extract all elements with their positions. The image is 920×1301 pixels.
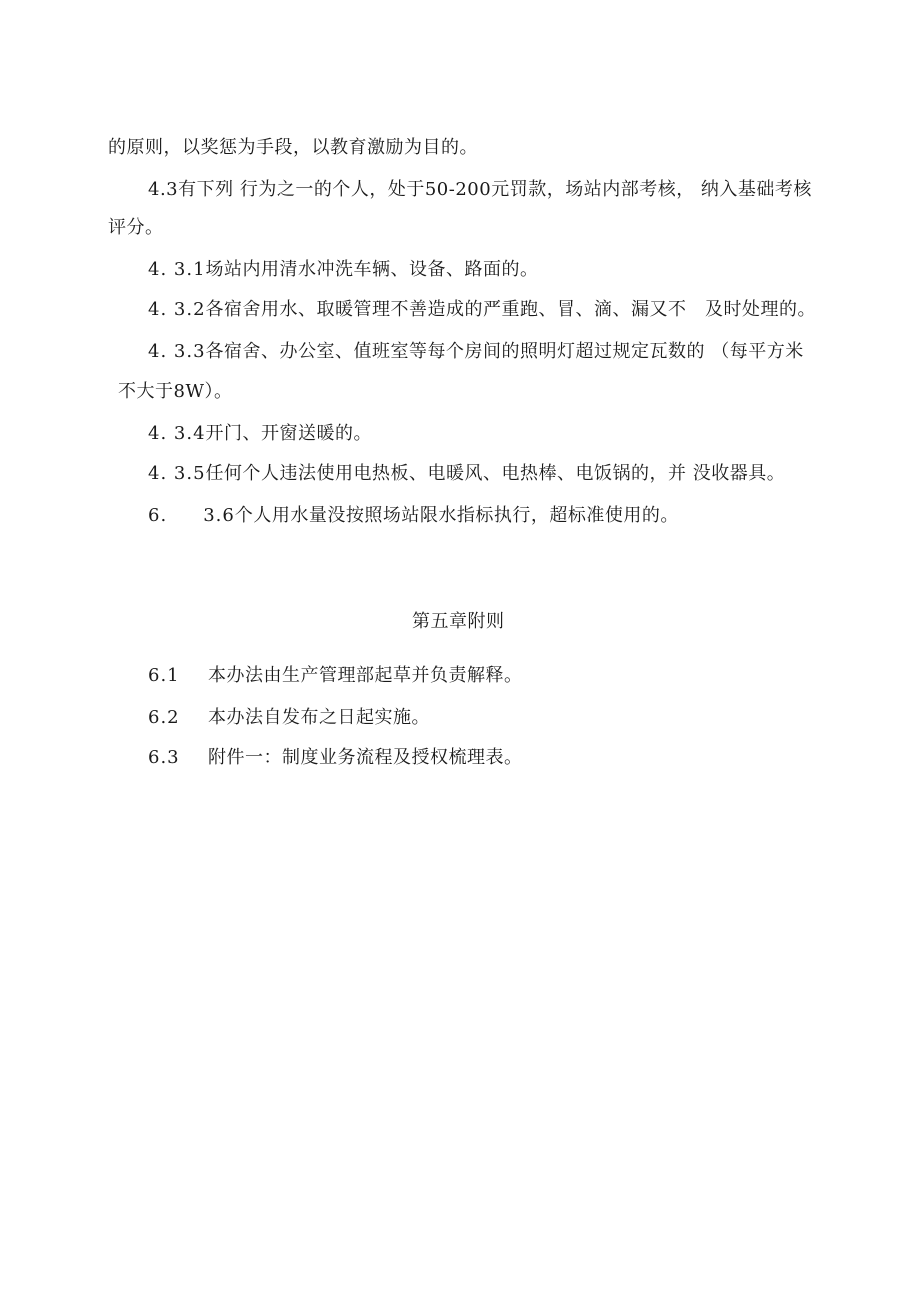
item-number: 4. 3.2: [148, 299, 206, 320]
item-6-2: [148, 706, 430, 730]
item-4-3-5: [148, 462, 785, 486]
item-text: 个人用水量没按照场站限水指标执行，超标准使用的。: [234, 505, 679, 526]
item-number: 4. 3.5: [148, 463, 206, 484]
item-subnumber: 3.6: [203, 505, 235, 526]
item-number: 4. 3.1: [148, 259, 206, 280]
item-text: 任何个人违法使用电热板、电暖风、电热棒、电饭锅的，并 没收器具。: [205, 463, 786, 484]
item-number: 4. 3.4: [148, 423, 206, 444]
item-text: 本办法自发布之日起实施。: [208, 707, 430, 728]
item-number: 6.: [148, 505, 168, 526]
item-number: 6.2: [148, 707, 180, 728]
item-4-3-4: [148, 422, 372, 446]
item-4-3-3: [148, 340, 804, 364]
item-6-3: [148, 746, 523, 770]
item-number: 4. 3.3: [148, 341, 206, 362]
paragraph-4-3-line2: 评分。: [108, 217, 164, 238]
item-4-3-2: [148, 298, 816, 322]
item-4-3-6: [148, 504, 679, 528]
item-text: 开门、开窗送暖的。: [205, 423, 373, 444]
chapter-heading: 第五章附则: [412, 611, 505, 632]
item-number: 6.3: [148, 747, 180, 768]
item-text: 附件一：制度业务流程及授权梳理表。: [208, 747, 523, 768]
paragraph-4-3-line1: 4.3有下列 行为之一的个人，处于50-200元罚款，场站内部考核， 纳入基础考核: [148, 179, 812, 200]
paragraph-intro-tail: 的原则，以奖惩为手段，以教育激励为目的。: [108, 137, 478, 158]
item-4-3-1: [148, 258, 539, 282]
item-text: 各宿舍用水、取暖管理不善造成的严重跑、冒、滴、漏又不 及时处理的。: [205, 299, 817, 320]
item-text: 各宿舍、办公室、值班室等每个房间的照明灯超过规定瓦数的 （每平方米: [205, 341, 804, 362]
item-4-3-3-continuation: 不大于8W）。: [118, 381, 233, 402]
item-text: 场站内用清水冲洗车辆、设备、路面的。: [205, 259, 539, 280]
item-text: 本办法由生产管理部起草并负责解释。: [208, 665, 523, 686]
item-6-1: [148, 664, 523, 688]
item-number: 6.1: [148, 665, 180, 686]
